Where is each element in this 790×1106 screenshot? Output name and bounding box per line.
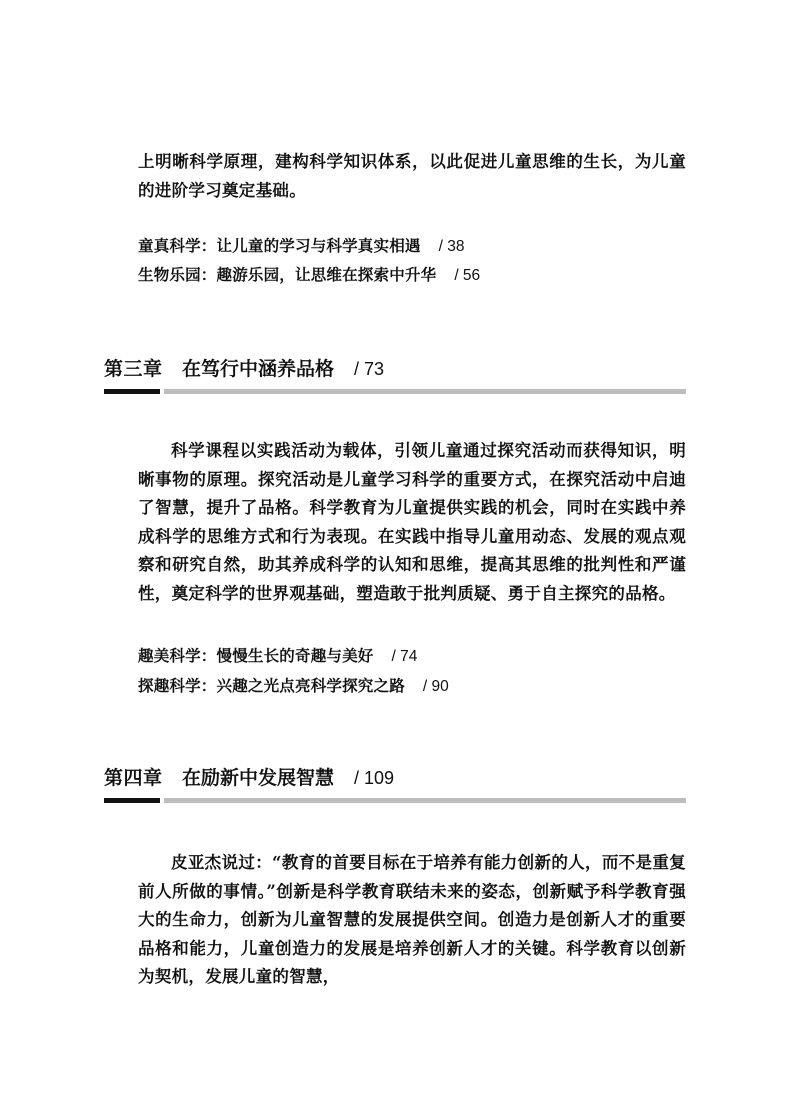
heading-rule-dark bbox=[104, 389, 160, 394]
toc-entry-title: 童真科学：让儿童的学习与科学真实相遇 bbox=[138, 238, 421, 255]
heading-rule-light bbox=[164, 389, 686, 394]
toc-entry-page: / 56 bbox=[454, 267, 481, 284]
intro-continuation-paragraph: 上明晰科学原理，建构科学知识体系，以此促进儿童思维的生长，为儿童的进阶学习奠定基础。 bbox=[138, 152, 686, 200]
chapter-title-line bbox=[182, 356, 384, 382]
toc-entry[interactable] bbox=[138, 646, 417, 668]
chapter-3-intro-paragraph: 科学课程以实践活动为载体，引领儿童通过探究活动而获得知识，明晰事物的原理。探究活动是儿童学习科学的重要方式，在探究活动中启迪了智慧，提升了品格。科学教育为儿童提供实践的机会，同时在实践中养成科学的思维方式和行为表现。在实践中指导儿童用动态、发展的观点观察和研究自然，助其养成科学的认知和思维，提高其思维的批判性和严谨性，奠定科学的世界观基础，塑造敢于批判质疑、勇于自主探究的品格。 bbox=[138, 441, 686, 603]
toc-entry[interactable] bbox=[138, 236, 464, 258]
toc-entry-page: / 90 bbox=[422, 678, 449, 695]
chapter-4-heading[interactable] bbox=[104, 765, 686, 805]
chapter-number: 第三章 bbox=[104, 358, 163, 380]
chapter-title: 在笃行中涵养品格 bbox=[182, 358, 335, 380]
chapter-4-intro-paragraph: 皮亚杰说过：“教育的首要目标在于培养有能力创新的人，而不是重复前人所做的事情。”创新是科学教育联结未来的姿态，创新赋予科学教育强大的生命力，创新为儿童智慧的发展提供空间。创造力是创新人才的重要品格和能力，儿童创造力的发展是培养创新人才的关键。科学教育以创新为契机，发展儿童的智慧， bbox=[138, 853, 686, 986]
chapter-page: / 109 bbox=[354, 768, 395, 788]
chapter-title-line bbox=[182, 765, 394, 791]
toc-entry-page: / 74 bbox=[391, 648, 418, 665]
chapter-title: 在励新中发展智慧 bbox=[182, 767, 335, 789]
chapter-number: 第四章 bbox=[104, 767, 163, 789]
toc-entry-page: / 38 bbox=[438, 238, 465, 255]
chapter-page: / 73 bbox=[354, 359, 385, 379]
toc-entry[interactable] bbox=[138, 265, 480, 287]
toc-entry-title: 生物乐园：趣游乐园，让思维在探索中升华 bbox=[138, 267, 437, 284]
toc-entry-title: 趣美科学：慢慢生长的奇趣与美好 bbox=[138, 648, 374, 665]
heading-rule-light bbox=[164, 798, 686, 803]
toc-entry[interactable] bbox=[138, 676, 449, 698]
toc-entry-title: 探趣科学：兴趣之光点亮科学探究之路 bbox=[138, 678, 405, 695]
heading-rule-dark bbox=[104, 798, 160, 803]
chapter-3-heading[interactable] bbox=[104, 356, 686, 396]
